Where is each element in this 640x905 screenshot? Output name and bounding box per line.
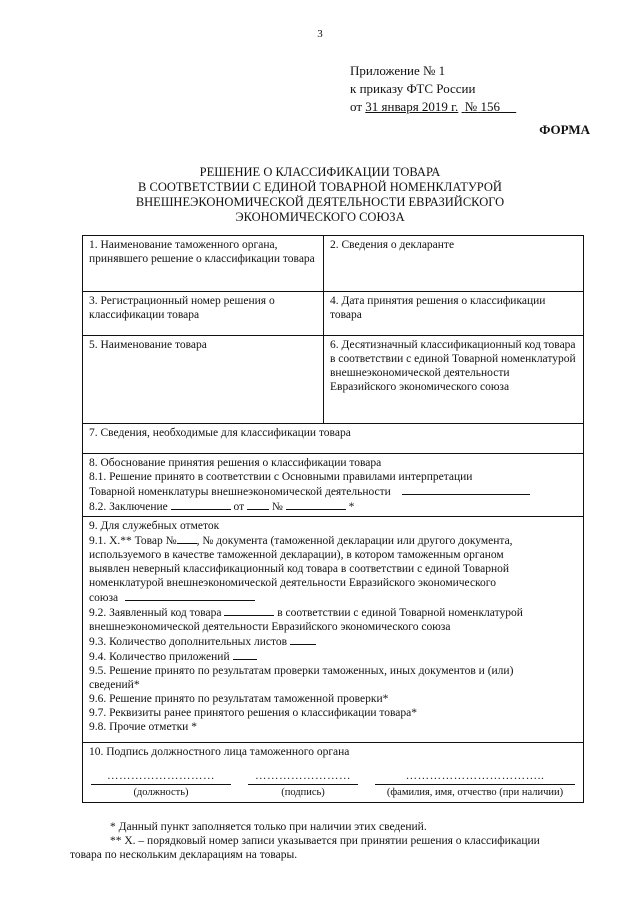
section-9-1-line-2: используемого в качестве таможенной декларации), в котором таможенным органом	[89, 549, 504, 561]
document-title	[0, 165, 640, 225]
section-9-2-line-2: внешнеэкономической деятельности Евразийского экономического союза	[89, 621, 451, 633]
conclusion-number-blank	[286, 499, 346, 510]
page-number: 3	[317, 28, 323, 40]
appendix-number-prefix: №	[464, 99, 478, 114]
appendix-date-prefix: от	[350, 99, 363, 114]
declared-code-blank	[224, 605, 274, 616]
section-8-1-cont	[89, 484, 577, 499]
section-9-2-line	[89, 605, 577, 620]
signature-sign: …………………… (подпись)	[248, 769, 358, 800]
section-8-1-text: Товарной номенклатуры внешнеэкономической деятельности	[89, 486, 391, 498]
section-9-5-line: 9.5. Решение принято по результатам проверки таможенных, иных документов и (или)	[89, 665, 514, 677]
appendix-number: 156	[480, 99, 500, 114]
attachments-blank	[233, 649, 257, 660]
section-10-signature	[83, 743, 584, 803]
section-9-1-line-5	[89, 590, 577, 605]
title-line-4: ЭКОНОМИЧЕСКОГО СОЮЗА	[235, 210, 405, 224]
section-9-5-line-2: сведений*	[89, 679, 140, 691]
section-9-4-line	[89, 649, 577, 664]
signature-row	[89, 769, 577, 800]
field-2-declarant: 2. Сведения о декларанте	[324, 236, 584, 292]
goods-number-label: 9.1. Х.** Товар №	[89, 535, 177, 547]
appendix-header	[350, 62, 516, 116]
field-6-classification-code: 6. Десятизначный классификационный код товара в соответствии с единой Товарной номенклатурой внешнеэкономической деятельности Евразийского экономического союза	[324, 336, 584, 424]
title-line-1: РЕШЕНИЕ О КЛАССИФИКАЦИИ ТОВАРА	[199, 165, 441, 179]
union-word: союза	[89, 592, 119, 604]
signature-position: ……………………… (должность)	[91, 769, 231, 800]
section-8-1-blank	[402, 484, 530, 495]
goods-number-blank	[177, 533, 197, 544]
decision-form-table	[82, 235, 584, 803]
section-9-official-marks	[83, 517, 584, 743]
conclusion-from-label: от	[233, 501, 245, 513]
section-8-justification	[83, 454, 584, 517]
section-9-1-line-4: номенклатурой внешнеэкономической деятельности Евразийского экономического	[89, 577, 496, 589]
union-code-blank	[125, 590, 255, 601]
conclusion-blank	[171, 499, 231, 510]
title-line-3: ВНЕШНЕЭКОНОМИЧЕСКОЙ ДЕЯТЕЛЬНОСТИ ЕВРАЗИЙСКОГО	[135, 195, 505, 209]
footnotes	[70, 820, 590, 862]
field-1-customs-authority: 1. Наименование таможенного органа, принявшего решение о классификации товара	[83, 236, 324, 292]
section-10-title: 10. Подпись должностного лица таможенного органа	[89, 746, 350, 758]
section-9-1-text: , № документа (таможенной декларации или другого документа,	[196, 535, 513, 547]
section-9-8-line: 9.8. Прочие отметки *	[89, 721, 197, 733]
title-line-2: В СООТВЕТСТВИИ С ЕДИНОЙ ТОВАРНОЙ НОМЕНКЛАТУРОЙ	[138, 180, 502, 194]
footnote-2: ** Х. – порядковый номер записи указывается при принятии решения о классификации	[110, 835, 540, 847]
conclusion-asterisk: *	[348, 501, 355, 513]
field-4-decision-date: 4. Дата принятия решения о классификации товара	[324, 292, 584, 336]
field-5-goods-name: 5. Наименование товара	[83, 336, 324, 424]
section-9-7-line: 9.7. Реквизиты ранее принятого решения о классификации товара*	[89, 707, 418, 719]
attachments-label: 9.4. Количество приложений	[89, 651, 230, 663]
section-8-title: 8. Обоснование принятия решения о классификации товара	[89, 457, 382, 469]
declared-code-text: в соответствии с единой Товарной номенклатурой	[277, 607, 523, 619]
field-7-classification-info: 7. Сведения, необходимые для классификации товара	[83, 424, 584, 454]
declared-code-label: 9.2. Заявленный код товара	[89, 607, 222, 619]
form-label: ФОРМА	[539, 122, 590, 137]
footnote-1: * Данный пункт заполняется только при наличии этих сведений.	[110, 821, 427, 833]
conclusion-label: 8.2. Заключение	[89, 501, 168, 513]
section-9-1-line	[89, 533, 577, 548]
appendix-line-2: к приказу ФТС России	[350, 81, 476, 96]
signature-full-name: …………………………….. (фамилия, имя, отчество (при наличии)	[375, 769, 575, 800]
section-8-2-line	[89, 499, 577, 514]
appendix-date: 31 января 2019 г.	[365, 99, 459, 114]
section-9-title: 9. Для служебных отметок	[89, 520, 220, 532]
appendix-line-1: Приложение № 1	[350, 63, 446, 78]
field-3-registration-number: 3. Регистрационный номер решения о классификации товара	[83, 292, 324, 336]
section-9-6-line: 9.6. Решение принято по результатам таможенной проверки*	[89, 693, 389, 705]
extra-sheets-blank	[290, 634, 316, 645]
conclusion-number-label: №	[271, 501, 283, 513]
section-9-1-line-3: выявлен неверный классификационный код товара в соответствии с единой Товарной	[89, 563, 510, 575]
conclusion-date-blank	[247, 499, 269, 510]
section-9-3-line	[89, 634, 577, 649]
footnote-2-cont: товара по нескольким декларациям на товары.	[70, 849, 298, 861]
appendix-date-line	[350, 98, 516, 116]
section-8-1-line: 8.1. Решение принято в соответствии с Основными правилами интерпретации	[89, 471, 473, 483]
extra-sheets-label: 9.3. Количество дополнительных листов	[89, 636, 288, 648]
